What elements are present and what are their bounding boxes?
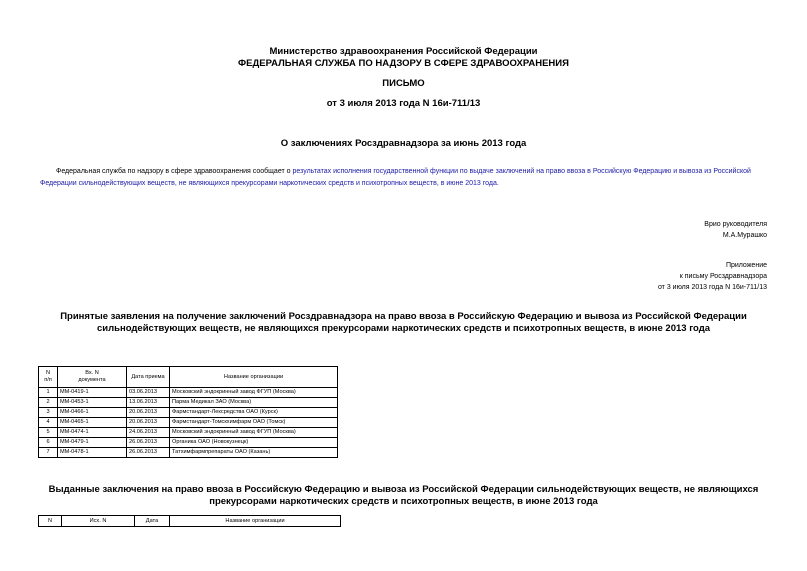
cell-date: 24.06.2013: [127, 428, 170, 438]
col-header-outgoing: Исх. N: [62, 516, 135, 527]
cell-incoming: ММ-0474-1: [58, 428, 127, 438]
appendix-block: [658, 260, 767, 293]
cell-org: Московский эндокринный завод ФГУП (Москва): [170, 428, 338, 438]
cell-number: 7: [39, 448, 58, 458]
letter-body: [40, 166, 780, 190]
cell-incoming: ММ-0478-1: [58, 448, 127, 458]
cell-date: 20.06.2013: [127, 418, 170, 428]
section2-title: Выданные заключения на право ввоза в Российскую Федерацию и вывоза из Российской Федерации сильнодействующих веществ, не являющихся прекурсорами наркотических средств и психотропных веществ, в июне 2013 года: [48, 484, 759, 507]
table-header-row: [39, 367, 338, 388]
signature-position: Врио руководителя: [704, 221, 767, 228]
col-header-date: Дата приема: [127, 367, 170, 388]
section1-title: Принятые заявления на получение заключений Росздравнадзора на право ввоза в Российскую Федерацию и вывоза из Российской Федерации сильнодействующих веществ, не являющихся прекурсорами наркотических средств и психотропных веществ, в июне 2013 года: [60, 311, 747, 334]
cell-number: 2: [39, 398, 58, 408]
col-header-date: Дата: [135, 516, 170, 527]
appendix-line-2: к письму Росздравнадзора: [679, 273, 767, 280]
col-header-incoming: Вх. N документа: [58, 367, 127, 388]
doc-type: ПИСЬМО: [382, 78, 425, 89]
letter-title: О заключениях Росздравнадзора за июнь 2013 года: [280, 138, 527, 149]
issued-table: [38, 515, 341, 527]
applications-table: [38, 366, 338, 458]
appendix-line-1: Приложение: [725, 262, 767, 269]
cell-number: 6: [39, 438, 58, 448]
cell-number: 4: [39, 418, 58, 428]
cell-org: Фармстандарт-Томскхимфарм ОАО (Томск): [170, 418, 338, 428]
table-row: [39, 388, 338, 398]
table-header-row: [39, 516, 341, 527]
col-header-number: N: [39, 516, 62, 527]
table-row: [39, 398, 338, 408]
cell-number: 3: [39, 408, 58, 418]
appendix-line-3: от 3 июля 2013 года N 16и-711/13: [657, 284, 767, 291]
table-row: [39, 428, 338, 438]
cell-org: Парма Медикал ЗАО (Москва): [170, 398, 338, 408]
doc-header: [0, 46, 807, 70]
cell-date: 26.06.2013: [127, 438, 170, 448]
cell-org: Московский эндокринный завод ФГУП (Москва): [170, 388, 338, 398]
cell-incoming: ММ-0465-1: [58, 418, 127, 428]
col-header-number: N п/п: [39, 367, 58, 388]
table-row: [39, 438, 338, 448]
col-header-org: Название организации: [170, 367, 338, 388]
body-lead-text: Федеральная служба по надзору в сфере здравоохранения сообщает о: [56, 168, 293, 175]
cell-incoming: ММ-0453-1: [58, 398, 127, 408]
cell-org: Фармстандарт-Лексредства ОАО (Курск): [170, 408, 338, 418]
col-header-org: Название организации: [170, 516, 341, 527]
doc-date: от 3 июля 2013 года N 16и-711/13: [326, 98, 481, 109]
signature-block: [704, 219, 767, 241]
cell-org: Органика ОАО (Новокузнецк): [170, 438, 338, 448]
cell-date: 26.06.2013: [127, 448, 170, 458]
applications-table-body: [39, 388, 338, 458]
cell-incoming: ММ-0479-1: [58, 438, 127, 448]
cell-number: 5: [39, 428, 58, 438]
cell-incoming: ММ-0419-1: [58, 388, 127, 398]
table-row: [39, 448, 338, 458]
table-row: [39, 418, 338, 428]
table-row: [39, 408, 338, 418]
cell-number: 1: [39, 388, 58, 398]
cell-date: 03.06.2013: [127, 388, 170, 398]
signature-name: М.А.Мурашко: [722, 232, 767, 239]
cell-org: Татхимфармпрепараты ОАО (Казань): [170, 448, 338, 458]
body-paragraph: [40, 166, 780, 190]
ministry-name: Министерство здравоохранения Российской Федерации: [269, 46, 538, 57]
cell-date: 20.06.2013: [127, 408, 170, 418]
cell-incoming: ММ-0466-1: [58, 408, 127, 418]
service-name: ФЕДЕРАЛЬНАЯ СЛУЖБА ПО НАДЗОРУ В СФЕРЕ ЗДРАВООХРАНЕНИЯ: [238, 58, 569, 69]
cell-date: 13.06.2013: [127, 398, 170, 408]
body-link[interactable]: результатах исполнения государственной функции по выдаче заключений на право ввоза в Российскую Федерацию и вывоза из Российской Федерации сильнодействующих веществ, не являющихся прекурсорами наркотических средств и психотропных веществ, в июне 2013 года.: [40, 168, 751, 187]
